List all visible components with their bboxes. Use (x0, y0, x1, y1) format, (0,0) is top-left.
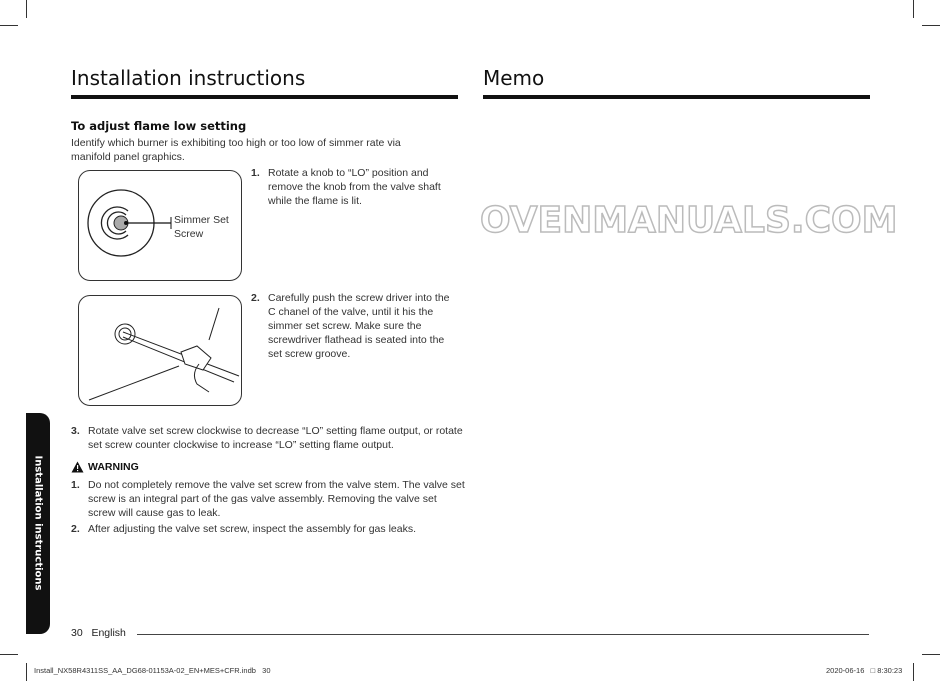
page-number: 30 (71, 627, 83, 639)
page-title: Installation instructions (71, 66, 306, 90)
slug-date: 2020-06-16 □ 8:30:23 (826, 666, 903, 675)
figure-screwdriver (78, 295, 242, 406)
item-number: 2. (71, 523, 80, 535)
watermark: OVENMANUALS.COM (480, 200, 898, 241)
step-number: 2. (251, 292, 260, 304)
step-number: 3. (71, 425, 80, 437)
memo-rule (483, 95, 870, 99)
label-line: Screw (174, 228, 204, 240)
warning-icon (71, 461, 84, 473)
step-text: Carefully push the screw driver into the C chanel of the valve, until it his the simmer set screw. Make sure the screwdriver flathead is seated into the set screw groove. (268, 292, 450, 360)
slug-file: Install_NX58R4311SS_AA_DG68-01153A-02_EN+MES+CFR.indb 30 (34, 666, 271, 675)
figure-label (174, 213, 229, 241)
side-tab-label: Installation instructions (32, 455, 44, 591)
item-text: After adjusting the valve set screw, inspect the assembly for gas leaks. (88, 523, 416, 535)
screwdriver-illustration (79, 296, 241, 405)
title-rule (71, 95, 458, 99)
label-line: Simmer Set (174, 214, 229, 226)
step-text: Rotate a knob to “LO” position and remove the knob from the valve shaft while the flame is lit. (268, 167, 441, 207)
section-heading: To adjust flame low setting (71, 119, 247, 133)
memo-title: Memo (483, 66, 545, 90)
step-2 (251, 291, 456, 361)
footer-rule (137, 634, 869, 635)
warning-item-1 (71, 478, 466, 520)
crop-mark (0, 654, 18, 655)
crop-mark (0, 25, 18, 26)
item-text: Do not completely remove the valve set screw from the valve stem. The valve set screw is an integral part of the gas valve assembly. Removing the valve set screw will cause gas to leak. (88, 479, 465, 519)
crop-mark (922, 654, 940, 655)
warning-title: WARNING (88, 461, 139, 473)
crop-mark (913, 0, 914, 18)
section-intro: Identify which burner is exhibiting too high or too low of simmer rate via manifold panel graphics. (71, 137, 401, 163)
step-3 (71, 424, 466, 452)
crop-mark (26, 663, 27, 681)
crop-mark (26, 0, 27, 18)
warning-heading (71, 460, 139, 474)
footer-language: English (91, 627, 126, 639)
step-number: 1. (251, 167, 260, 179)
warning-item-2 (71, 522, 466, 536)
step-text: Rotate valve set screw clockwise to decrease “LO” setting flame output, or rotate set screw counter clockwise to increase “LO” setting flame output. (88, 425, 463, 451)
step-1 (251, 166, 456, 208)
side-tab (26, 413, 50, 634)
item-number: 1. (71, 479, 80, 491)
crop-mark (913, 663, 914, 681)
crop-mark (922, 25, 940, 26)
page-footer (71, 626, 126, 640)
figure-knob-valve (78, 170, 242, 281)
